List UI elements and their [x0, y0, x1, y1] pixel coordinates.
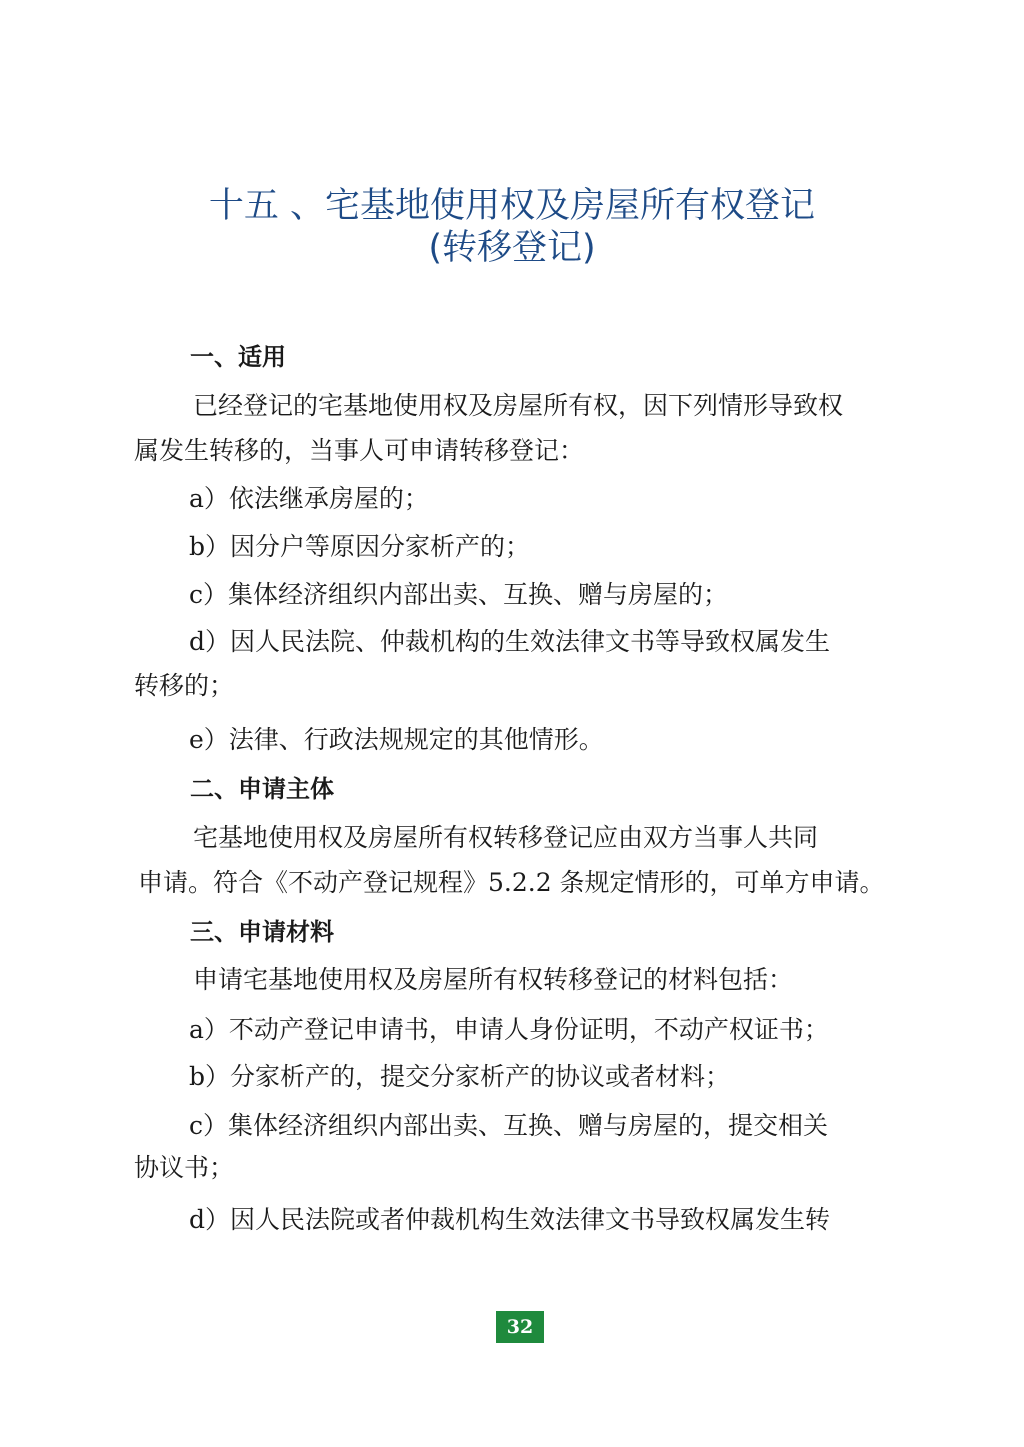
section-heading-applicant: 二、申请主体	[190, 775, 334, 803]
list-item: e）法律、行政法规规定的其他情形。	[189, 725, 604, 754]
list-item: c）集体经济组织内部出卖、互换、赠与房屋的；	[189, 580, 729, 609]
paragraph-line: 属发生转移的，当事人可申请转移登记：	[134, 436, 585, 465]
list-item: a）不动产登记申请书，申请人身份证明，不动产权证书；	[189, 1015, 829, 1044]
list-item: b）因分户等原因分家析产的；	[189, 532, 531, 561]
list-item-continuation: 转移的；	[134, 671, 235, 700]
paragraph-line: 宅基地使用权及房屋所有权转移登记应由双方当事人共同	[193, 823, 819, 852]
list-item: d）因人民法院、仲裁机构的生效法律文书等导致权属发生	[189, 627, 831, 656]
list-item: b）分家析产的，提交分家析产的协议或者材料；	[189, 1062, 731, 1091]
paragraph-line: 申请宅基地使用权及房屋所有权转移登记的材料包括：	[193, 965, 794, 994]
list-item-continuation: 协议书；	[134, 1153, 235, 1182]
page-title-line-1: 十五 、宅基地使用权及房屋所有权登记	[208, 186, 816, 226]
page-title-line-2: (转移登记)	[428, 228, 596, 268]
paragraph-line: 已经登记的宅基地使用权及房屋所有权，因下列情形导致权	[193, 391, 844, 420]
list-item: a）依法继承房屋的；	[189, 484, 429, 513]
section-heading-materials: 三、申请材料	[190, 918, 334, 946]
paragraph-line: 申请。符合《不动产登记规程》5.2.2 条规定情形的，可单方申请。	[138, 868, 885, 897]
section-heading-applicability: 一、适用	[190, 343, 286, 371]
page-number-badge: 32	[496, 1311, 544, 1343]
list-item: d）因人民法院或者仲裁机构生效法律文书导致权属发生转	[189, 1205, 831, 1234]
list-item: c）集体经济组织内部出卖、互换、赠与房屋的，提交相关	[189, 1111, 829, 1140]
